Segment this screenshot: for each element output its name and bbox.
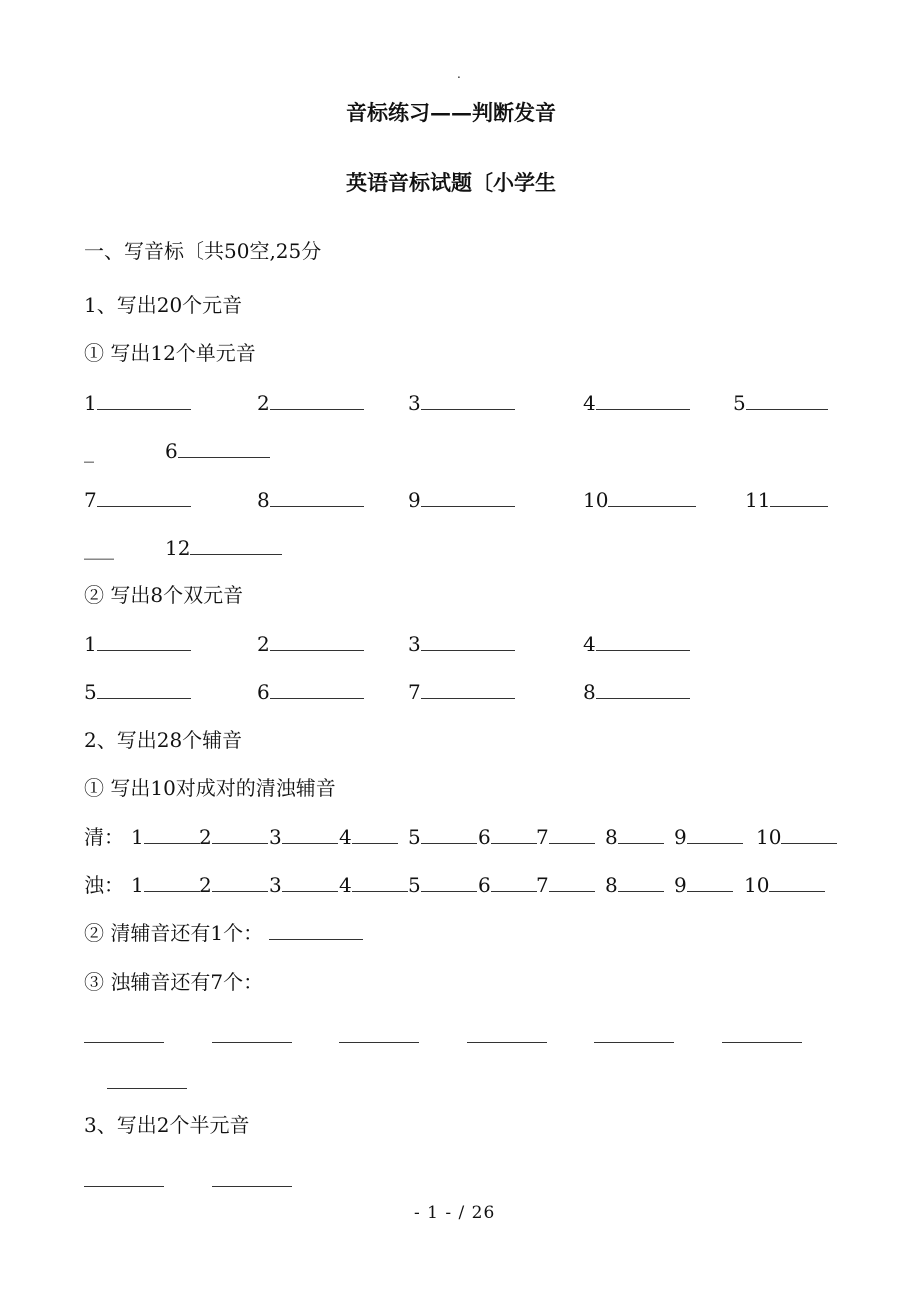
answer-blank[interactable]: 3 xyxy=(408,634,515,654)
question-1: 1、写出20个元音 xyxy=(84,293,243,317)
answer-blank[interactable]: 9 xyxy=(408,490,515,510)
answer-blank[interactable]: 6 xyxy=(478,827,537,847)
answer-blank[interactable] xyxy=(107,1072,187,1092)
answer-blank[interactable] xyxy=(212,1170,292,1190)
answer-blank[interactable]: 1 xyxy=(131,875,200,895)
wrap-fragment: _ xyxy=(84,439,94,463)
answer-blank[interactable]: 3 xyxy=(269,875,338,895)
answer-blank[interactable]: 10 xyxy=(744,875,825,895)
answer-blank[interactable]: 3 xyxy=(408,393,515,413)
question-2-1: ① 写出10对成对的清浊辅音 xyxy=(84,776,336,800)
answer-blank[interactable]: 9 xyxy=(674,827,743,847)
question-2-3: ③ 浊辅音还有7个： xyxy=(84,970,264,994)
answer-blank[interactable]: 2 xyxy=(199,827,268,847)
answer-blank[interactable]: 8 xyxy=(257,490,364,510)
answer-blank[interactable] xyxy=(594,1026,674,1046)
answer-blank[interactable]: 7 xyxy=(408,682,515,702)
answer-blank[interactable]: 5 xyxy=(408,875,477,895)
answer-blank[interactable] xyxy=(467,1026,547,1046)
answer-blank[interactable]: 2 xyxy=(257,634,364,654)
answer-blank[interactable]: 6 xyxy=(478,875,537,895)
answer-blank[interactable] xyxy=(84,1026,164,1046)
answer-blank[interactable]: 12 xyxy=(165,538,282,558)
question-3: 3、写出2个半元音 xyxy=(84,1113,250,1137)
section-heading: 一、写音标〔共50空,25分 xyxy=(84,239,322,263)
answer-blank[interactable]: 8 xyxy=(605,827,664,847)
answer-blank[interactable]: 10 xyxy=(583,490,696,510)
header-mark: . xyxy=(457,67,461,81)
answer-blank[interactable]: 4 xyxy=(339,875,408,895)
answer-blank[interactable]: 7 xyxy=(84,490,191,510)
answer-blank[interactable]: 5 xyxy=(408,827,477,847)
answer-blank[interactable]: 1 xyxy=(84,393,191,413)
answer-blank[interactable]: 5 xyxy=(733,393,828,413)
question-1-1: ① 写出12个单元音 xyxy=(84,341,256,365)
question-2-2[interactable]: ② 清辅音还有1个： xyxy=(84,923,363,943)
answer-blank[interactable]: 3 xyxy=(269,827,338,847)
wrap-fragment: ___ xyxy=(84,536,114,560)
answer-blank[interactable]: 6 xyxy=(165,441,270,461)
answer-blank[interactable]: 11 xyxy=(745,490,828,510)
answer-blank[interactable]: 7 xyxy=(536,875,595,895)
answer-blank[interactable]: 4 xyxy=(583,634,690,654)
answer-blank[interactable]: 1 xyxy=(84,634,191,654)
voiceless-label: 清： xyxy=(84,825,124,849)
answer-blank[interactable] xyxy=(212,1026,292,1046)
answer-blank[interactable]: 8 xyxy=(583,682,690,702)
answer-blank[interactable]: 9 xyxy=(674,875,733,895)
answer-blank[interactable]: 1 xyxy=(131,827,200,847)
answer-blank[interactable]: 5 xyxy=(84,682,191,702)
answer-blank[interactable]: 6 xyxy=(257,682,364,702)
answer-blank[interactable]: 2 xyxy=(257,393,364,413)
answer-blank[interactable] xyxy=(84,1170,164,1190)
page-title: 音标练习——判断发音 xyxy=(346,100,556,125)
voiced-label: 浊： xyxy=(84,873,124,897)
answer-blank[interactable]: 10 xyxy=(756,827,837,847)
question-1-2: ② 写出8个双元音 xyxy=(84,583,244,607)
page-number: - 1 - / 26 xyxy=(414,1203,496,1223)
answer-blank[interactable]: 7 xyxy=(536,827,595,847)
answer-blank[interactable] xyxy=(722,1026,802,1046)
answer-blank[interactable]: 4 xyxy=(339,827,398,847)
answer-blank[interactable] xyxy=(339,1026,419,1046)
answer-blank[interactable]: 2 xyxy=(199,875,268,895)
question-2: 2、写出28个辅音 xyxy=(84,728,243,752)
answer-blank[interactable]: 8 xyxy=(605,875,664,895)
answer-blank[interactable]: 4 xyxy=(583,393,690,413)
page-subtitle: 英语音标试题〔小学生 xyxy=(346,170,556,195)
